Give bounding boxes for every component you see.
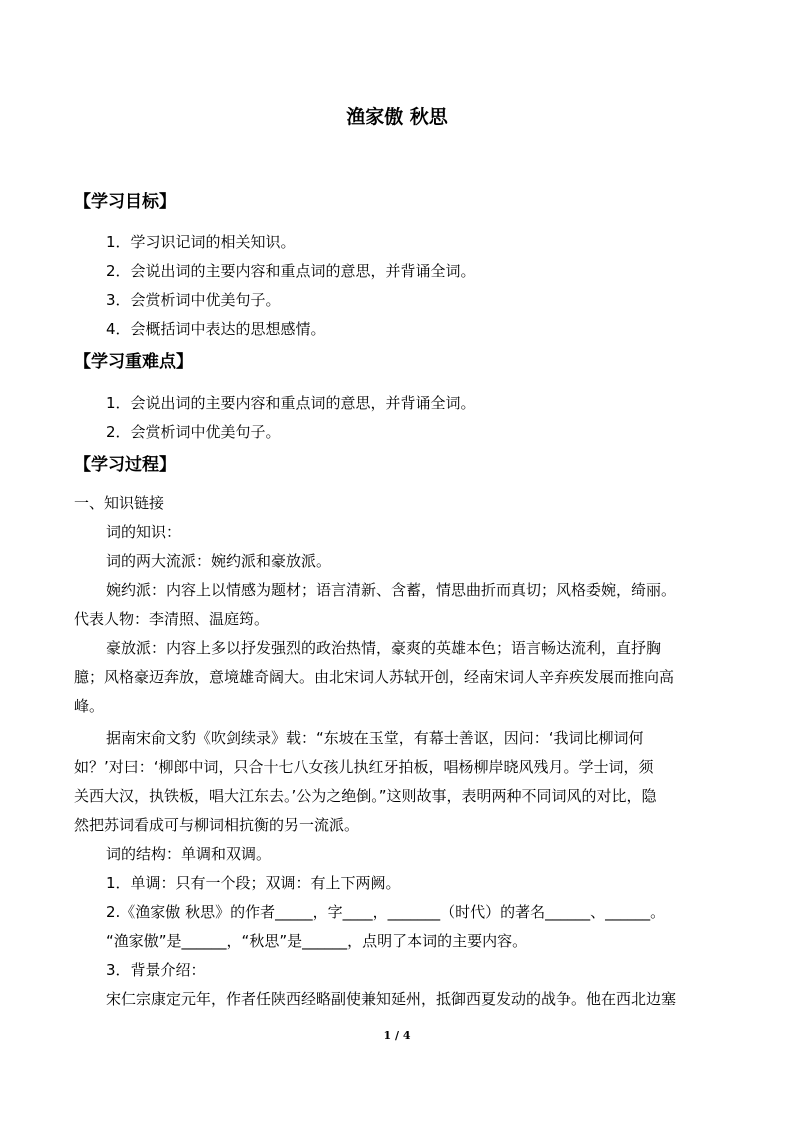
body-line: 然把苏词看成可与柳词相抗衡的另一流派。: [74, 816, 360, 834]
body-line: 词的知识：: [106, 523, 182, 541]
body-line: 一、知识链接: [74, 494, 165, 512]
body-line: 代表人物：李清照、温庭筠。: [74, 610, 270, 628]
body-line: 词的结构：单调和双调。: [106, 845, 272, 863]
body-line: 峰。: [74, 697, 105, 715]
goal-item: 3．会赏析词中优美句子。: [106, 291, 281, 309]
body-line: 词的两大流派：婉约派和豪放派。: [106, 552, 332, 570]
page-title: 渔家傲 秋思: [346, 106, 448, 128]
body-line: 2.《渔家傲 秋思》的作者_____，字____，_______（时代）的著名______、______。: [106, 903, 666, 921]
section-heading-process: 【学习过程】: [74, 455, 176, 475]
goal-item: 4．会概括词中表达的思想感情。: [106, 320, 326, 338]
body-line: “渔家傲”是______，“秋思”是______，点明了本词的主要内容。: [106, 932, 528, 950]
page-number: 1 / 4: [383, 1029, 411, 1042]
body-line: 宋仁宗康定元年，作者任陕西经略副使兼知延州，抵御西夏发动的战争。他在西北边塞: [106, 990, 677, 1008]
goal-item: 1．学习识记词的相关知识。: [106, 233, 296, 251]
key-point-item: 2．会赏析词中优美句子。: [106, 423, 281, 441]
goal-item: 2．会说出词的主要内容和重点词的意思，并背诵全词。: [106, 262, 476, 280]
body-line: 臆；风格豪迈奔放，意境雄奇阔大。由北宋词人苏轼开创，经南宋词人辛弃疾发展而推向高: [74, 668, 675, 686]
body-line: 豪放派：内容上多以抒发强烈的政治热情，豪爽的英雄本色；语言畅达流利，直抒胸: [106, 639, 662, 657]
body-line: 1．单调：只有一个段；双调：有上下两阙。: [106, 874, 401, 892]
body-line: 据南宋俞文豹《吹剑续录》载：“东坡在玉堂，有幕士善讴，因问：‘我词比柳词何: [106, 729, 644, 747]
body-line: 婉约派：内容上以情感为题材；语言清新、含蓄，情思曲折而真切；风格委婉，绮丽。: [106, 581, 677, 599]
section-heading-goals: 【学习目标】: [74, 192, 176, 212]
body-line: 3．背景介绍：: [106, 961, 206, 979]
body-line: 如？’对曰：‘柳郎中词，只合十七八女孩儿执红牙拍板，唱杨柳岸晓风残月。学士词，须: [74, 758, 654, 776]
body-line: 关西大汉，执铁板，唱大江东去。’公为之绝倒。”这则故事，表明两种不同词风的对比，隐: [74, 787, 657, 805]
key-point-item: 1．会说出词的主要内容和重点词的意思，并背诵全词。: [106, 394, 476, 412]
section-heading-key-points: 【学习重难点】: [74, 352, 193, 372]
